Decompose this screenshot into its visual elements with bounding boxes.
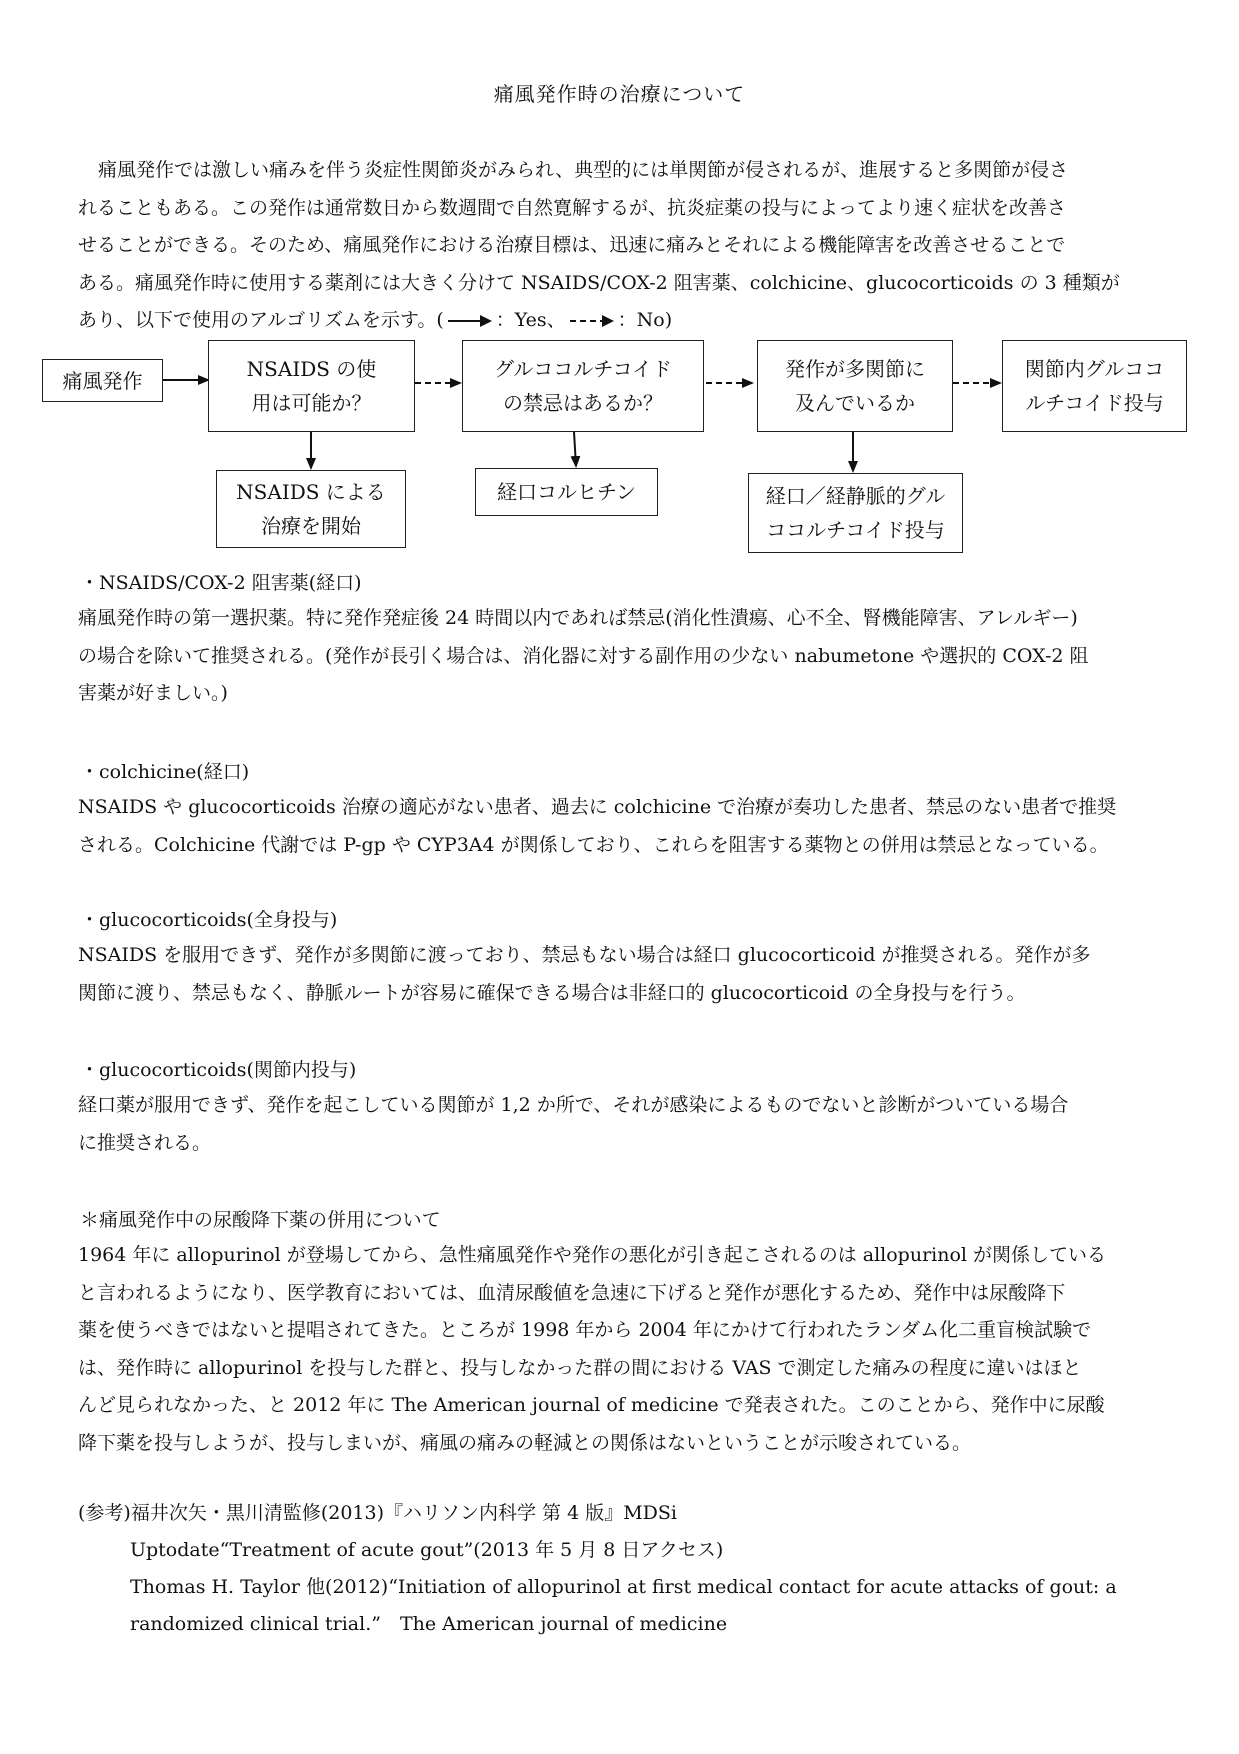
flow-question-polyarticular-line: 及んでいるか (795, 391, 915, 415)
flow-question-polyarticular-line: 発作が多関節に (785, 357, 925, 381)
legend-no-label: ：No) (617, 309, 673, 331)
section-body-nsaids (78, 600, 1164, 713)
intro-line: あり、以下で使用のアルゴリズムを示す。( (78, 309, 444, 331)
section-heading-gc-systemic: ・glucocorticoids(全身投与) (80, 909, 338, 931)
flow-question-nsaids-line: NSAIDS の使 (246, 357, 377, 381)
flow-result-colchicine (475, 468, 658, 516)
section-line: 関節に渡り、禁忌もなく、静脈ルートが容易に確保できる場合は非経口的 glucocorticoid の全身投与を行う。 (78, 981, 1026, 1004)
flow-result-intraarticular-line: ルチコイド投与 (1025, 391, 1164, 415)
flow-result-systemic-line: 経口／経静脈的グル (765, 484, 946, 508)
section-line: 薬を使うべきではないと提唱されてきた。ところが 1998 年から 2004 年にかけて行われたランダム化二重盲検試験で (78, 1319, 1092, 1341)
intro-line: せることができる。そのため、痛風発作における治療目標は、迅速に痛みとそれによる機能障害を改善させることで (78, 234, 1066, 256)
arrow-q2-to-colchicine (574, 432, 576, 466)
flow-result-systemic-line: ココルチコイド投与 (766, 518, 945, 542)
section-heading-gc-intraarticular: ・glucocorticoids(関節内投与) (80, 1059, 357, 1081)
section-heading-colchicine: ・colchicine(経口) (80, 761, 250, 783)
section-line: 降下薬を投与しようが、投与しまいが、痛風の痛みの軽減との関係はないということが示唆されている。 (78, 1431, 972, 1454)
flow-result-nsaids (216, 470, 406, 548)
flow-question-glucocorticoid-line: グルココルチコイド (494, 357, 672, 381)
reference-taylor: Thomas H. Taylor 他(2012)“Initiation of allopurinol at first medical contact for acute attacks of gout: a (130, 1576, 1117, 1598)
section-heading-nsaids: ・NSAIDS/COX-2 阻害薬(経口) (80, 572, 362, 594)
section-line: に推奨される。 (78, 1131, 212, 1154)
flow-result-intraarticular-line: 関節内グルココ (1024, 357, 1165, 381)
reference-taylor-cont: randomized clinical trial.” The American journal of medicine (130, 1613, 728, 1635)
dashed-arrow-icon (570, 314, 614, 328)
section-line: される。Colchicine 代謝では P-gp や CYP3A4 が関係しており、これらを阻害する薬物との併用は禁忌となっている。 (78, 833, 1109, 856)
reference-harrison: (参考)福井次矢・黒川清監修(2013)『ハリソン内科学 第 4 版』MDSi (78, 1502, 677, 1524)
intro-legend-line (78, 302, 1164, 340)
intro-line: 痛風発作では激しい痛みを伴う炎症性関節炎がみられ、典型的には単関節が侵されるが、進展すると多関節が侵さ (98, 159, 1069, 181)
treatment-flowchart (0, 340, 1239, 570)
solid-arrow-icon (448, 314, 492, 328)
section-line: の場合を除いて推奨される。(発作が長引く場合は、消化器に対する副作用の少ない nabumetone や選択的 COX-2 阻 (78, 644, 1089, 667)
section-line: 害薬が好ましい。) (78, 682, 228, 704)
flow-result-intraarticular (1002, 340, 1187, 432)
section-body-colchicine (78, 789, 1164, 864)
flow-question-nsaids-line: 用は可能か？ (251, 391, 372, 415)
section-body-gc-intraarticular (78, 1087, 1164, 1162)
section-line: んど見られなかった、と 2012 年に The American journal of medicine で発表された。このことから、発作中に尿酸 (78, 1394, 1105, 1416)
section-line: NSAIDS や glucocorticoids 治療の適応がない患者、過去に colchicine で治療が奏功した患者、禁忌のない患者で推奨 (78, 796, 1117, 818)
flow-question-nsaids (208, 340, 415, 432)
flow-result-nsaids-line: 治療を開始 (261, 514, 361, 538)
section-body-urate-lowering (78, 1237, 1164, 1462)
intro-line: れることもある。この発作は通常数日から数週間で自然寛解するが、抗炎症薬の投与によってより速く症状を改善さ (78, 196, 1067, 219)
flow-result-nsaids-line: NSAIDS による (236, 480, 386, 504)
legend-yes-label: ：Yes、 (495, 309, 566, 331)
section-line: 1964 年に allopurinol が登場してから、急性痛風発作や発作の悪化が引き起こされるのは allopurinol が関係している (78, 1244, 1107, 1266)
flow-question-glucocorticoid-line: の禁忌はあるか？ (503, 391, 663, 415)
flow-result-colchicine-label: 経口コルヒチン (497, 480, 636, 504)
section-line: は、発作時に allopurinol を投与した群と、投与しなかった群の間における VAS で測定した痛みの程度に違いはほと (78, 1356, 1082, 1379)
page-title: 痛風発作時の治療について (493, 82, 746, 106)
intro-paragraph (78, 152, 1164, 340)
flow-start-box (42, 359, 163, 402)
section-heading-urate-lowering: ＊痛風発作中の尿酸降下薬の併用について (80, 1209, 441, 1231)
section-line: 痛風発作時の第一選択薬。特に発作発症後 24 時間以内であれば禁忌(消化性潰瘍、心不全、腎機能障害、アレルギー) (78, 607, 1078, 629)
reference-uptodate: Uptodate“Treatment of acute gout”(2013 年 5 月 8 日アクセス) (130, 1539, 724, 1561)
section-body-gc-systemic (78, 937, 1164, 1012)
intro-line: ある。痛風発作時に使用する薬剤には大きく分けて NSAIDS/COX-2 阻害薬、colchicine、glucocorticoids の 3 種類が (78, 271, 1120, 294)
section-line: NSAIDS を服用できず、発作が多関節に渡っており、禁忌もない場合は経口 glucocorticoid が推奨される。発作が多 (78, 944, 1091, 966)
flow-question-polyarticular (757, 340, 953, 432)
flow-result-systemic (748, 473, 963, 553)
flow-question-glucocorticoid (462, 340, 704, 432)
section-line: と言われるようになり、医学教育においては、血清尿酸値を急速に下げると発作が悪化するため、発作中は尿酸降下 (78, 1281, 1066, 1304)
section-line: 経口薬が服用できず、発作を起こしている関節が 1,2 か所で、それが感染によるものでないと診断がついている場合 (78, 1094, 1069, 1116)
flow-start-label: 痛風発作 (62, 368, 143, 393)
